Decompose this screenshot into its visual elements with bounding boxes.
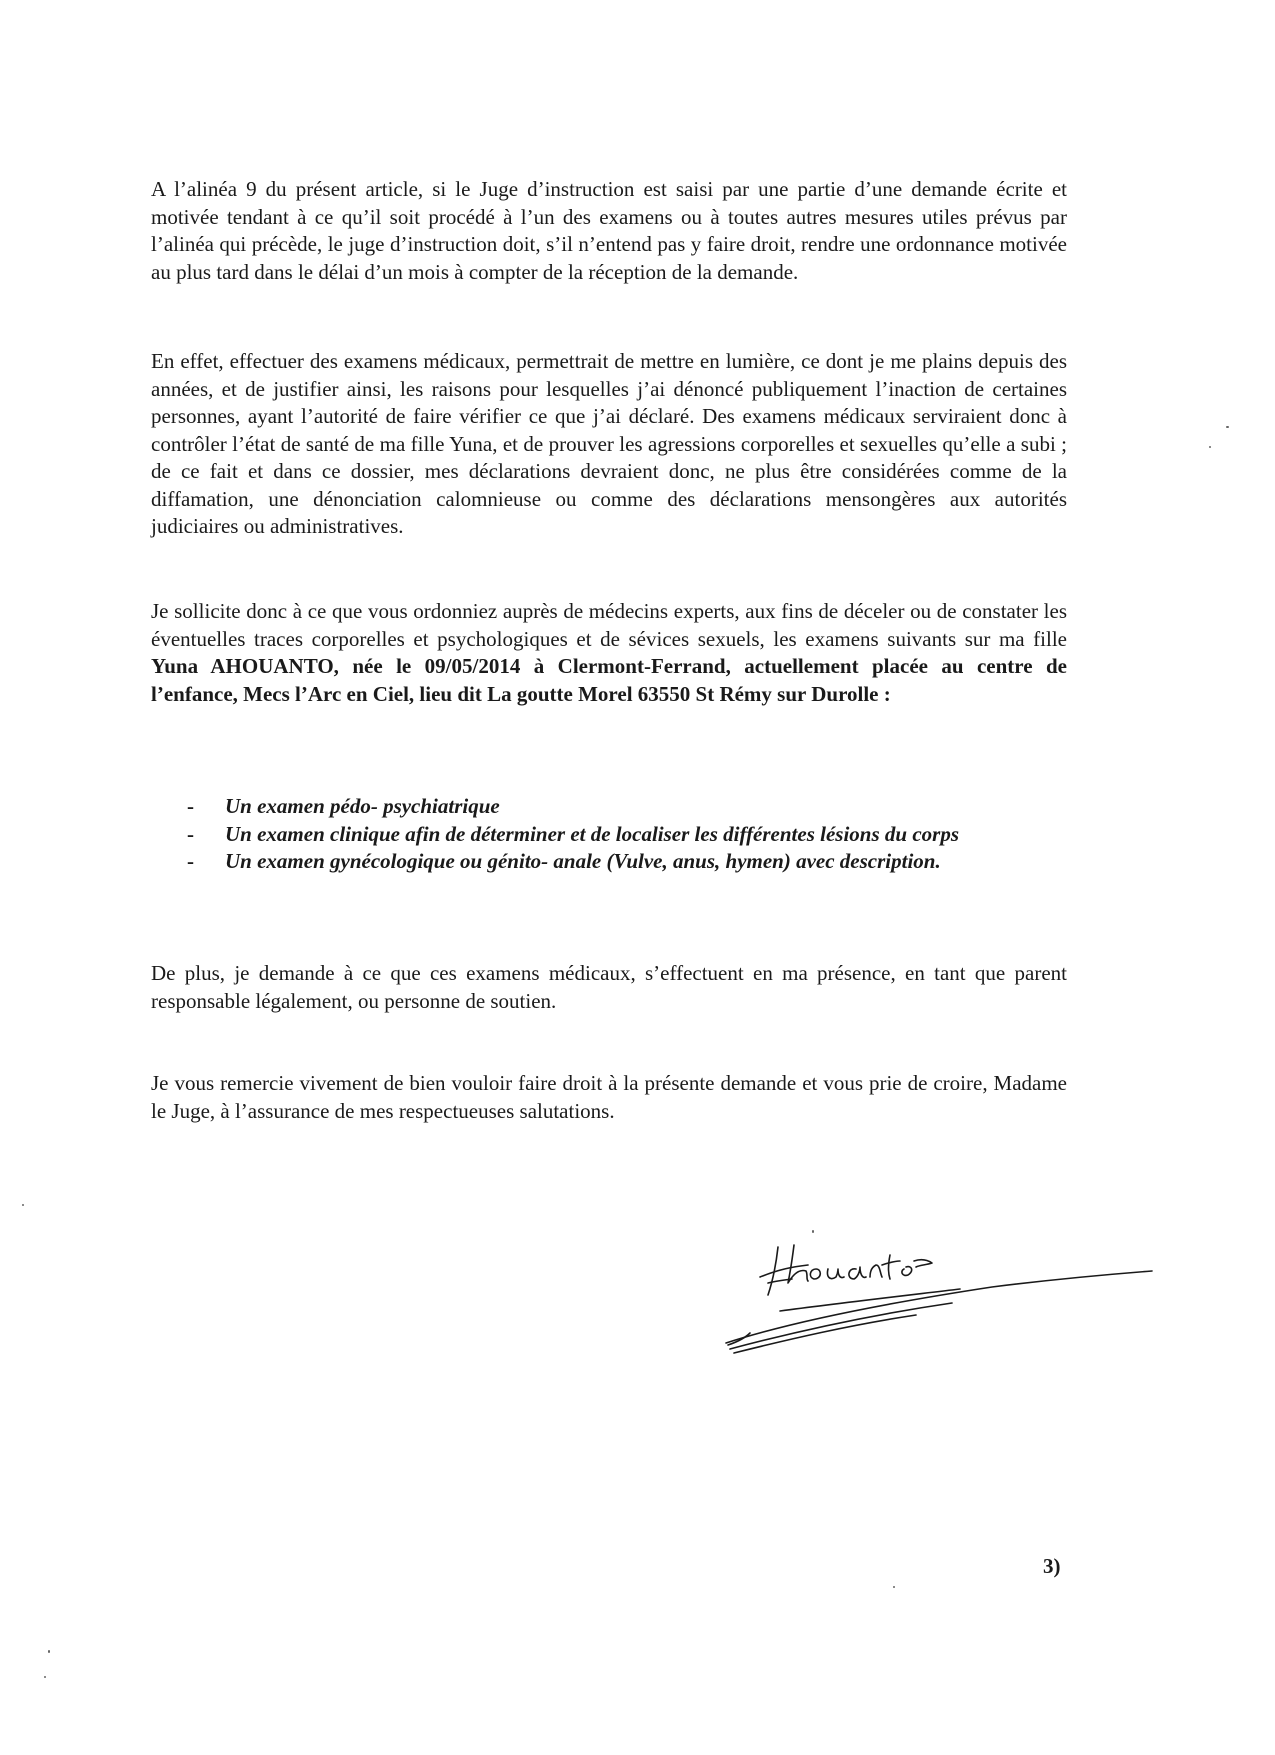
paragraph-presence-request: De plus, je demande à ce que ces examens médicaux, s’effectuent en ma présence, en tant que parent responsable légalement, ou personne de soutien. [151,961,1067,1013]
scan-speck [1209,446,1211,448]
exam-list-item [151,793,1067,821]
request-intro-text: Je sollicite donc à ce que vous ordonniez auprès de médecins experts, aux fins de déceler ou de constater les éventuelles traces corporelles et psychologiques et de sévices sexuels, les examens suivants sur ma fille [151,599,1067,651]
scan-speck [1226,426,1229,428]
page-number: 3) [1043,1554,1061,1578]
exam-list-item [151,848,1067,876]
exam-text: Un examen pédo- psychiatrique [225,794,500,818]
scan-speck [48,1650,50,1653]
scan-speck [812,1230,814,1233]
paragraph-legal-reference: A l’alinéa 9 du présent article, si le Juge d’instruction est saisi par une partie d’une demande écrite et motivée tendant à ce qu’il soit procédé à l’un des examens ou à toutes autres mesures utiles prévus par l’alinéa qui précède, le juge d’instruction doit, s’il n’entend pas y faire droit, rendre une ordonnance motivée au plus tard dans le délai d’un mois à compter de la réception de la demande. [151,177,1067,284]
list-dash: - [187,794,194,818]
paragraph-request [151,598,1067,708]
scan-speck [44,1676,46,1678]
list-dash: - [187,821,194,846]
handwritten-signature [720,1225,1160,1375]
child-identity-text: Yuna AHOUANTO, née le 09/05/2014 à Clermont-Ferrand, actuellement placée au centre de l’enfance, Mecs l’Arc en Ciel, lieu dit La goutte Morel 63550 St Rémy sur Durolle : [151,654,1067,706]
exam-list [151,793,1067,876]
exam-list-item [151,821,1067,849]
exam-text: Un examen gynécologique ou génito- anale (Vulve, anus, hymen) avec description. [225,849,941,873]
paragraph-closing: Je vous remercie vivement de bien vouloir faire droit à la présente demande et vous prie de croire, Madame le Juge, à l’assurance de mes respectueuses salutations. [151,1071,1067,1123]
scan-speck [893,1586,895,1588]
paragraph-justification: En effet, effectuer des examens médicaux, permettrait de mettre en lumière, ce dont je me plains depuis des années, et de justifier ainsi, les raisons pour lesquelles j’ai dénoncé publiquement l’inaction de certaines personnes, ayant l’autorité de faire vérifier ce que j’ai déclaré. Des examens médicaux serviraient donc à contrôler l’état de santé de ma fille Yuna, et de prouver les agressions corporelles et sexuelles qu’elle a subi ; de ce fait et dans ce dossier, mes déclarations devraient donc, ne plus être considérées comme de la diffamation, une dénonciation calomnieuse ou comme des déclarations mensongères aux autorités judiciaires ou administratives. [151,349,1067,538]
list-dash: - [187,849,194,873]
exam-text: Un examen clinique afin de déterminer et de localiser les différentes lésions du corps [225,821,959,846]
scan-speck [22,1204,24,1206]
